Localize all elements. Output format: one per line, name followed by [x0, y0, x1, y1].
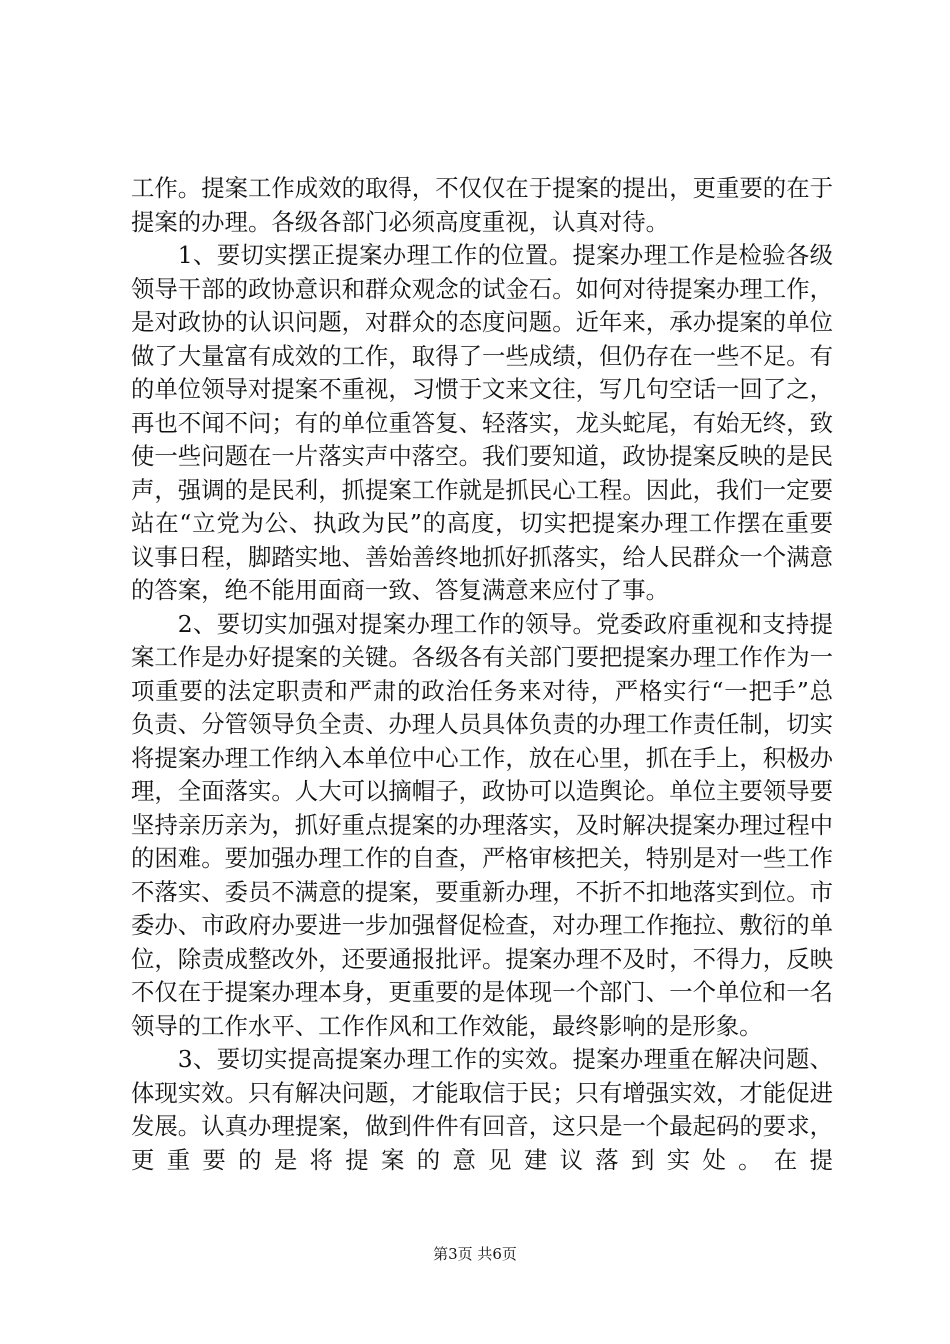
paragraph-item-1: 1、要切实摆正提案办理工作的位置。提案办理工作是检验各级领导干部的政协意识和群众观念的试金石。如何对待提案办理工作，是对政协的认识问题，对群众的态度问题。近年来，承办提案的单位做了大量富有成效的工作，取得了一些成绩，但仍存在一些不足。有的单位领导对提案不重视，习惯于文来文往，写几句空话一回了之，再也不闻不问；有的单位重答复、轻落实，龙头蛇尾，有始无终，致使一些问题在一片落实声中落空。我们要知道，政协提案反映的是民声，强调的是民利，抓提案工作就是抓民心工程。因此，我们一定要站在“立党为公、执政为民”的高度，切实把提案办理工作摆在重要议事日程，脚踏实地、善始善终地抓好抓落实，给人民群众一个满意的答案，绝不能用面商一致、答复满意来应付了事。 — [131, 241, 833, 604]
paragraph-item-2: 2、要切实加强对提案办理工作的领导。党委政府重视和支持提案工作是办好提案的关键。各级各有关部门要把提案办理工作作为一项重要的法定职责和严肃的政治任务来对待，严格实行“一把手”总负责、分管领导负全责、办理人员具体负责的办理工作责任制，切实将提案办理工作纳入本单位中心工作，放在心里，抓在手上，积极办理，全面落实。人大可以摘帽子，政协可以造舆论。单位主要领导要坚持亲历亲为，抓好重点提案的办理落实，及时解决提案办理过程中的困难。要加强办理工作的自查，严格审核把关，特别是对一些工作不落实、委员不满意的提案，要重新办理，不折不扣地落实到位。市委办、市政府办要进一步加强督促检查，对办理工作拖拉、敷衍的单位，除责成整改外，还要通报批评。提案办理不及时，不得力，反映不仅在于提案办理本身，更重要的是体现一个部门、一个单位和一名领导的工作水平、工作作风和工作效能，最终影响的是形象。 — [131, 609, 833, 1040]
document-body — [131, 172, 833, 1177]
page-footer — [0, 1244, 950, 1264]
paragraph-continuation: 工作。提案工作成效的取得，不仅仅在于提案的提出，更重要的在于提案的办理。各级各部门必须高度重视，认真对待。 — [131, 174, 833, 236]
paragraph-item-3: 3、要切实提高提案办理工作的实效。提案办理重在解决问题、体现实效。只有解决问题，才能取信于民；只有增强实效，才能促进发展。认真办理提案，做到件件有回音，这只是一个最起码的要求，更重要的是将提案的意见建议落到实处。在提 — [131, 1045, 833, 1174]
page-number-label: 第3页 共6页 — [433, 1245, 517, 1263]
